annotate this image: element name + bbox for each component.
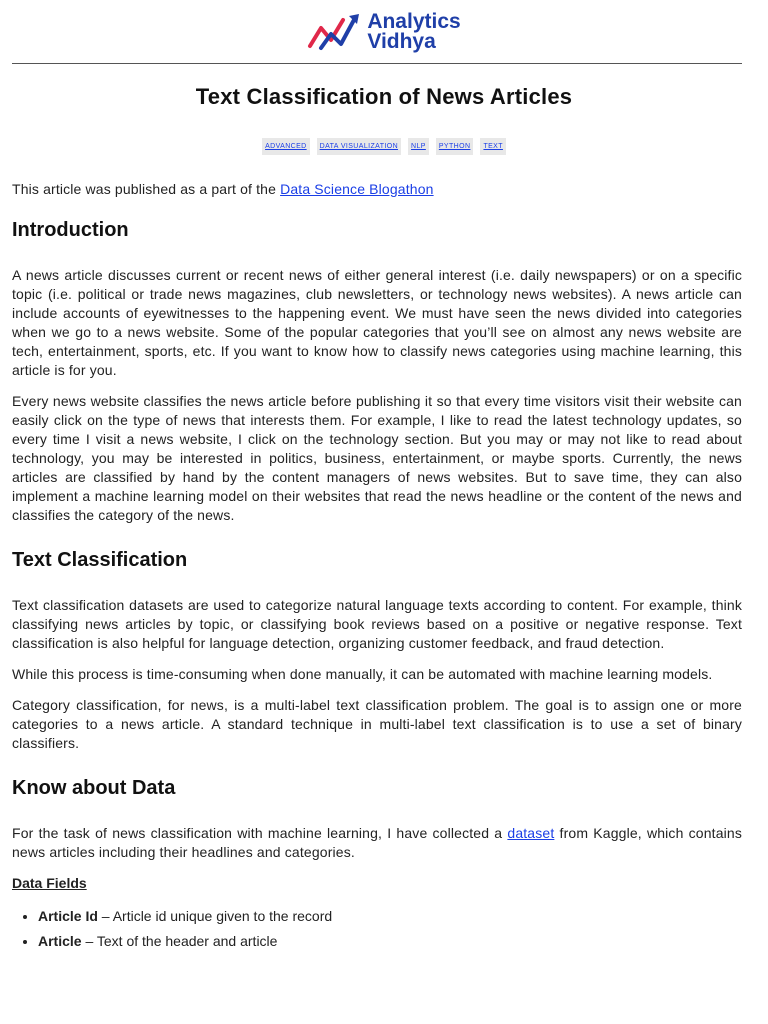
- intro-paragraph-2: Every news website classifies the news article before publishing it so that every time visitors visit their website can easily click on the type of news that interests them. For example, I like to read the latest technology updates, so every time I visit a news website, I click on the technology section. But you may or may not like to read about technology, you may be interested in politics, business, entertainment, or maybe sports. Currently, the news articles are classified by hand by the content managers of news websites. But to save time, they can also implement a machine learning model on their websites that read the news headline or the content of the news and classifies the category of the news.: [12, 393, 742, 523]
- blogathon-note: [12, 180, 742, 199]
- blogathon-note-text: This article was published as a part of the: [12, 181, 281, 197]
- data-fields-list: [12, 907, 742, 951]
- tc-paragraph-1: Text classification datasets are used to categorize natural language texts according to content. For example, think classifying news articles by topic, or classifying book reviews based on a positive or negative response. Text classification is also helpful for language detection, organizing customer feedback, and fraud detection.: [12, 597, 742, 651]
- field-name: Article: [38, 933, 82, 949]
- data-paragraph-1: [12, 824, 742, 862]
- list-item: [38, 907, 742, 926]
- brand-line1: Analytics: [367, 10, 461, 33]
- page-title: Text Classification of News Articles: [195, 84, 573, 109]
- article-body: [12, 180, 742, 957]
- data-paragraph-suffix: from Kaggle, which contains news articles including their headlines and categories.: [12, 825, 742, 860]
- blogathon-link[interactable]: Data Science Blogathon: [280, 181, 434, 197]
- heading-know-about-data: Know about Data: [12, 777, 176, 799]
- tag-text[interactable]: TEXT: [480, 138, 506, 155]
- dataset-link[interactable]: dataset: [507, 825, 555, 841]
- tag-nlp[interactable]: NLP: [408, 138, 429, 155]
- intro-paragraph-1: A news article discusses current or recent news of either general interest (i.e. daily newspapers) or on a specific topic (i.e. political or trade news magazines, club newsletters, or technology news websites). A news article can include accounts of eyewitnesses to the happening event. We must have seen the news divided into categories when we go to a news website. Some of the popular categories that you’ll see on almost any news website are tech, entertainment, sports, etc. If you want to know how to classify news categories using machine learning, this article is for you.: [12, 267, 742, 378]
- tag-python[interactable]: PYTHON: [436, 138, 474, 155]
- heading-text-classification: Text Classification: [12, 549, 188, 571]
- tc-paragraph-2: While this process is time-consuming when done manually, it can be automated with machine learning models.: [12, 666, 713, 682]
- heading-introduction: Introduction: [12, 219, 129, 241]
- tag-data-visualization[interactable]: DATA VISUALIZATION: [317, 138, 401, 155]
- header-divider: [12, 63, 742, 64]
- tag-list: [0, 138, 768, 155]
- list-item: [38, 932, 742, 951]
- brand-name: [367, 12, 460, 52]
- brand-logo[interactable]: [307, 10, 460, 54]
- field-desc: – Article id unique given to the record: [97, 908, 333, 924]
- field-name: Article Id: [38, 908, 98, 924]
- tag-advanced[interactable]: ADVANCED: [262, 138, 310, 155]
- data-paragraph-prefix: For the task of news classification with machine learning, I have collected a: [12, 825, 508, 841]
- analytics-vidhya-logo-icon: [307, 10, 361, 54]
- tc-paragraph-3: Category classification, for news, is a multi-label text classification problem. The goal is to assign one or more categories to a news article. A standard technique in multi-label text classification is to use a set of binary classifiers.: [12, 697, 742, 751]
- field-desc: – Text of the header and article: [81, 933, 278, 949]
- brand-line2: Vidhya: [367, 30, 436, 53]
- site-header: [0, 0, 768, 64]
- data-fields-heading: Data Fields: [12, 875, 87, 891]
